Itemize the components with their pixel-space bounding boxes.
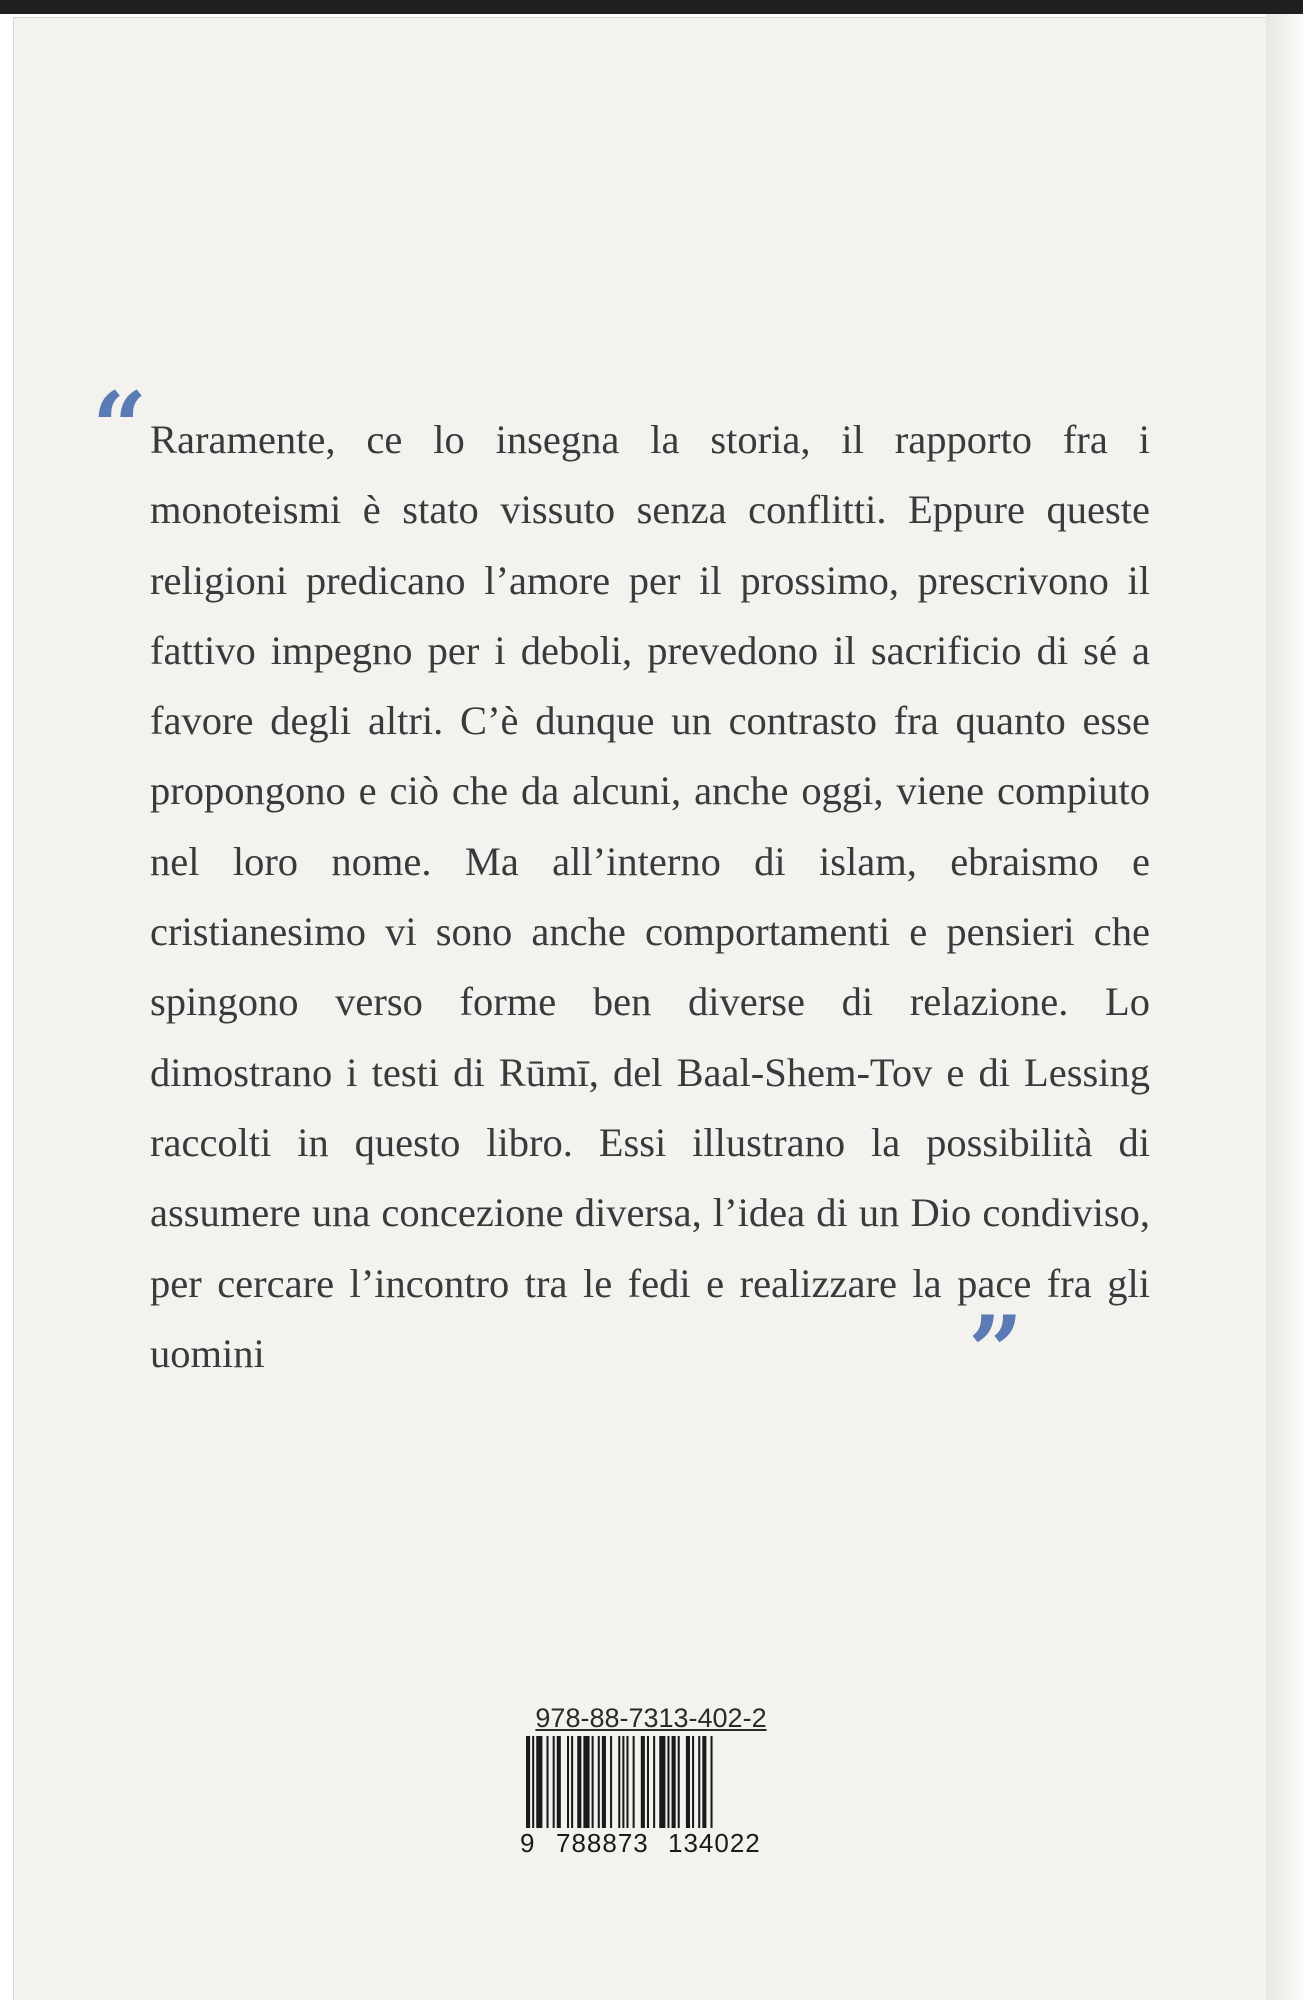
barcode-bar bbox=[672, 1736, 676, 1828]
isbn-label: 978-88-7313-402-2 bbox=[535, 1703, 767, 1733]
barcode-bar bbox=[622, 1736, 624, 1840]
barcode-bar bbox=[567, 1736, 569, 1828]
isbn-barcode bbox=[522, 1702, 780, 1868]
barcode-bar bbox=[536, 1736, 542, 1828]
barcode-bar bbox=[711, 1736, 713, 1840]
barcode-bar bbox=[686, 1736, 690, 1828]
barcode-bar bbox=[571, 1736, 573, 1828]
barcode-bar bbox=[667, 1736, 669, 1828]
ean-left-group: 788873 bbox=[552, 1828, 653, 1858]
open-quote-mark: “ bbox=[92, 371, 148, 484]
barcode-bar bbox=[598, 1736, 600, 1828]
barcode-bar bbox=[553, 1736, 555, 1828]
cover-top-edge bbox=[0, 0, 1303, 14]
barcode-bar bbox=[647, 1736, 649, 1828]
barcode-bar bbox=[633, 1736, 635, 1828]
barcode-bar bbox=[653, 1736, 655, 1828]
ean-right-group: 134022 bbox=[664, 1828, 765, 1858]
barcode-bar bbox=[641, 1736, 645, 1828]
barcode-bar bbox=[678, 1736, 680, 1828]
barcode-bar bbox=[618, 1736, 620, 1828]
cover-right-edge bbox=[1266, 14, 1303, 2000]
barcode-bar bbox=[698, 1736, 700, 1828]
barcode-bar bbox=[659, 1736, 665, 1828]
barcode-bar bbox=[692, 1736, 694, 1828]
barcode-bar bbox=[583, 1736, 589, 1828]
barcode-bar bbox=[532, 1736, 534, 1840]
barcode-bar bbox=[702, 1736, 706, 1828]
barcode-bar bbox=[626, 1736, 628, 1828]
barcode-bars bbox=[522, 1736, 780, 1840]
barcode-bar bbox=[592, 1736, 594, 1828]
ean-first-digit: 9 bbox=[520, 1828, 535, 1858]
barcode-bar bbox=[557, 1736, 561, 1828]
barcode-bar bbox=[577, 1736, 581, 1828]
close-quote-mark: ” bbox=[968, 1295, 1024, 1408]
barcode-bar bbox=[526, 1736, 530, 1840]
barcode-bar bbox=[610, 1736, 612, 1828]
barcode-bar bbox=[547, 1736, 549, 1828]
blurb-text: Raramente, ce lo insegna la storia, il rapporto fra i monoteismi è stato vissuto senza conflitti. Eppure queste religioni predicano l’amore per il prossimo, prescrivono il fattivo impegno per i deboli, prevedono il sacrificio di sé a favore degli altri. C’è dunque un contrasto fra quanto esse propongono e ciò che da alcuni, anche oggi, viene compiuto nel loro nome. Ma all’interno di islam, ebraismo e cristianesimo vi sono anche comportamenti e pensieri che spingono verso forme ben diverse di relazione. Lo dimostrano i testi di Rūmī, del Baal-Shem-Tov e di Lessing raccolti in questo libro. Essi illustrano la possibilità di assumere una concezione diversa, l’idea di un Dio condiviso, per cercare l’incontro tra le fedi e realizzare la pace fra gli uomini bbox=[150, 417, 1150, 1376]
barcode-bar bbox=[602, 1736, 606, 1828]
